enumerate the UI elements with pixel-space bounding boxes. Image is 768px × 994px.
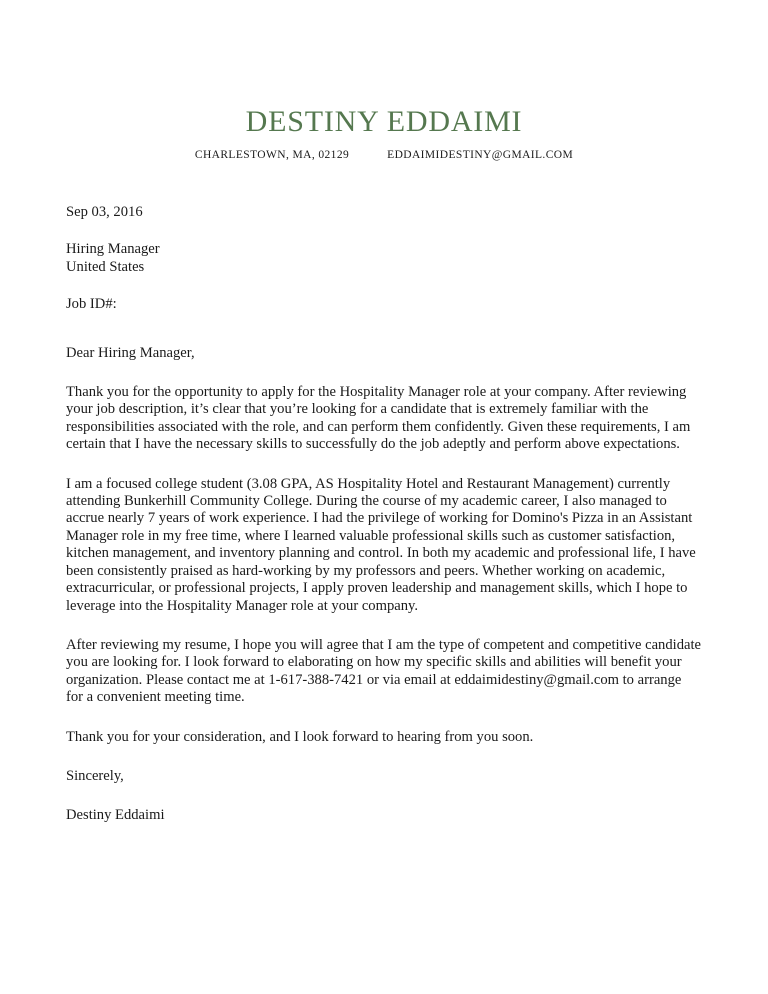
body-paragraph-2-wrap xyxy=(66,476,702,615)
date-text: Sep 03, 2016 xyxy=(66,204,143,220)
signature-name: Destiny Eddaimi xyxy=(66,807,165,824)
letterhead xyxy=(66,0,702,162)
job-id-line xyxy=(66,296,702,313)
body-paragraph-1-wrap xyxy=(66,384,702,454)
body-paragraph-2: I am a focused college student (3.08 GPA, AS Hospitality Hotel and Restaurant Management) currently attending Bunkerhill Community College. During the course of my academic career, I also managed to accrue nearly 7 years of work experience. I had the privilege of working for Domino's Pizza in an Assistant Manager role in my free time, where I learned valuable professional skills such as customer satisfaction, kitchen management, and inventory planning and control. In both my academic and professional life, I have been consistently praised as hard-working by my professors and peers. Whether working on academic, extracurricular, or professional projects, I apply proven leadership and management skills, which I hope to leverage into the Hospitality Manager role at your company. xyxy=(66,475,696,614)
recipient-country: United States xyxy=(66,258,145,275)
recipient-block xyxy=(66,241,702,276)
date-line xyxy=(66,204,702,221)
signoff-text: Sincerely, xyxy=(66,767,124,784)
job-id-label: Job ID#: xyxy=(66,296,117,313)
body-paragraph-3-wrap xyxy=(66,637,702,707)
signature-line xyxy=(66,807,702,824)
signoff-line xyxy=(66,768,702,785)
letter-content xyxy=(66,0,702,825)
body-paragraph-3: After reviewing my resume, I hope you will agree that I am the type of competent and competitive candidate you are looking for. I look forward to elaborating on how my specific skills and abilities will benefit your organization. Please contact me at 1-617-388-7421 or via email at eddaimidestiny@gmail.com to arrange for a convenient meeting time. xyxy=(66,636,702,706)
contact-info-line xyxy=(66,148,702,162)
contact-email: EDDAIMIDESTINY@GMAIL.COM xyxy=(387,149,574,161)
closing-thanks-text: Thank you for your consideration, and I look forward to hearing from you soon. xyxy=(66,728,534,745)
salutation-text: Dear Hiring Manager, xyxy=(66,344,195,361)
contact-address: CHARLESTOWN, MA, 02129 xyxy=(194,149,350,161)
body-paragraph-1: Thank you for the opportunity to apply for the Hospitality Manager role at your company. After reviewing your job description, it’s clear that you’re looking for a candidate that is extremely familiar with the responsibilities associated with the role, and can perform them confidently. Given these requirements, I am certain that I have the necessary skills to successfully do the job adeptly and perform above expectations. xyxy=(66,384,691,453)
salutation-line xyxy=(66,345,702,362)
recipient-name: Hiring Manager xyxy=(66,241,160,258)
applicant-name-heading: DESTINY EDDAIMI xyxy=(245,105,523,138)
closing-thanks-line xyxy=(66,729,702,746)
